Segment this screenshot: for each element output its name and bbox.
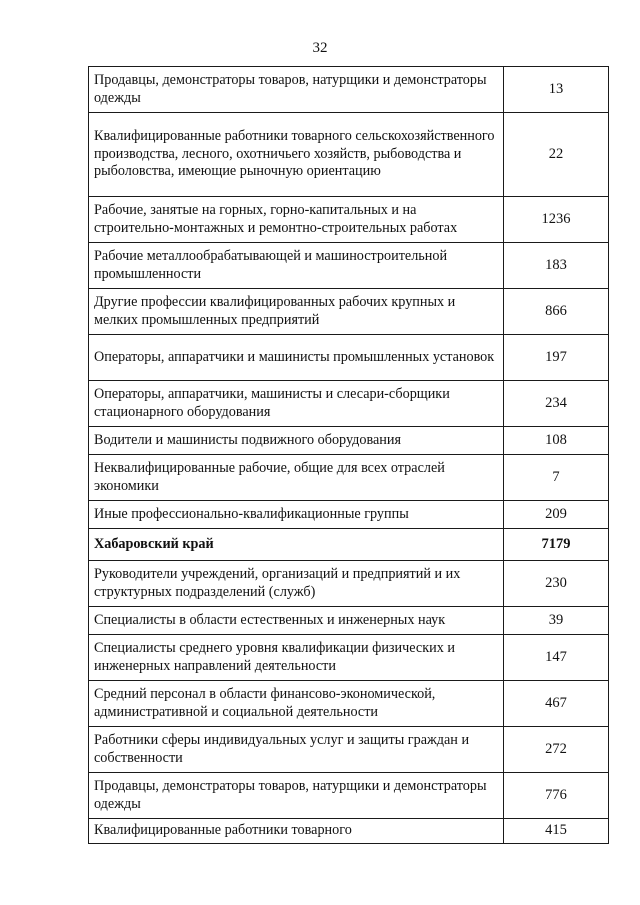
occupation-group-label: Рабочие, занятые на горных, горно-капитальных и на строительно-монтажных и ремонтно-строительных работах	[89, 197, 504, 243]
occupation-group-label: Неквалифицированные рабочие, общие для всех отраслей экономики	[89, 455, 504, 501]
table-row	[89, 819, 609, 844]
occupation-group-label: Хабаровский край	[89, 529, 504, 561]
table-row	[89, 197, 609, 243]
occupation-group-count: 197	[504, 335, 609, 381]
occupation-group-label: Водители и машинисты подвижного оборудования	[89, 427, 504, 455]
occupation-group-count: 108	[504, 427, 609, 455]
occupation-group-count: 7179	[504, 529, 609, 561]
table-row	[89, 501, 609, 529]
occupation-group-label: Продавцы, демонстраторы товаров, натурщики и демонстраторы одежды	[89, 773, 504, 819]
occupation-group-count: 183	[504, 243, 609, 289]
occupation-group-count: 7	[504, 455, 609, 501]
occupation-group-label: Работники сферы индивидуальных услуг и защиты граждан и собственности	[89, 727, 504, 773]
occupation-group-count: 776	[504, 773, 609, 819]
region-header-row	[89, 529, 609, 561]
occupation-group-label: Квалифицированные работники товарного сельскохозяйственного производства, лесного, охотничьего хозяйств, рыбоводства и рыболовства, имеющие рыночную ориентацию	[89, 113, 504, 197]
occupation-group-count: 13	[504, 67, 609, 113]
table-row	[89, 113, 609, 197]
table-row	[89, 635, 609, 681]
occupation-group-label: Руководители учреждений, организаций и предприятий и их структурных подразделений (служб)	[89, 561, 504, 607]
table-row	[89, 289, 609, 335]
occupation-group-label: Средний персонал в области финансово-экономической, административной и социальной деятельности	[89, 681, 504, 727]
table-row	[89, 243, 609, 289]
occupation-group-label: Иные профессионально-квалификационные группы	[89, 501, 504, 529]
occupation-table-body	[89, 67, 609, 844]
occupation-group-count: 1236	[504, 197, 609, 243]
occupation-group-label: Продавцы, демонстраторы товаров, натурщики и демонстраторы одежды	[89, 67, 504, 113]
occupation-group-count: 39	[504, 607, 609, 635]
occupation-group-count: 147	[504, 635, 609, 681]
occupation-group-count: 415	[504, 819, 609, 844]
occupation-group-label: Квалифицированные работники товарного	[89, 819, 504, 844]
table-row	[89, 335, 609, 381]
table-row	[89, 67, 609, 113]
table-row	[89, 561, 609, 607]
table-row	[89, 427, 609, 455]
occupation-group-count: 209	[504, 501, 609, 529]
occupation-group-count: 467	[504, 681, 609, 727]
occupation-group-label: Рабочие металлообрабатывающей и машиностроительной промышленности	[89, 243, 504, 289]
occupation-table	[88, 66, 609, 844]
occupation-group-count: 866	[504, 289, 609, 335]
occupation-group-count: 272	[504, 727, 609, 773]
occupation-group-label: Операторы, аппаратчики, машинисты и слесари-сборщики стационарного оборудования	[89, 381, 504, 427]
occupation-group-label: Другие профессии квалифицированных рабочих крупных и мелких промышленных предприятий	[89, 289, 504, 335]
table-row	[89, 607, 609, 635]
table-row	[89, 681, 609, 727]
page-number: 32	[312, 40, 328, 56]
table-row	[89, 381, 609, 427]
table-row	[89, 727, 609, 773]
table-row	[89, 773, 609, 819]
occupation-group-label: Специалисты в области естественных и инженерных наук	[89, 607, 504, 635]
occupation-group-count: 22	[504, 113, 609, 197]
occupation-group-label: Специалисты среднего уровня квалификации физических и инженерных направлений деятельности	[89, 635, 504, 681]
table-row	[89, 455, 609, 501]
occupation-group-count: 234	[504, 381, 609, 427]
occupation-table-container	[88, 66, 599, 844]
occupation-group-count: 230	[504, 561, 609, 607]
occupation-group-label: Операторы, аппаратчики и машинисты промышленных установок	[89, 335, 504, 381]
